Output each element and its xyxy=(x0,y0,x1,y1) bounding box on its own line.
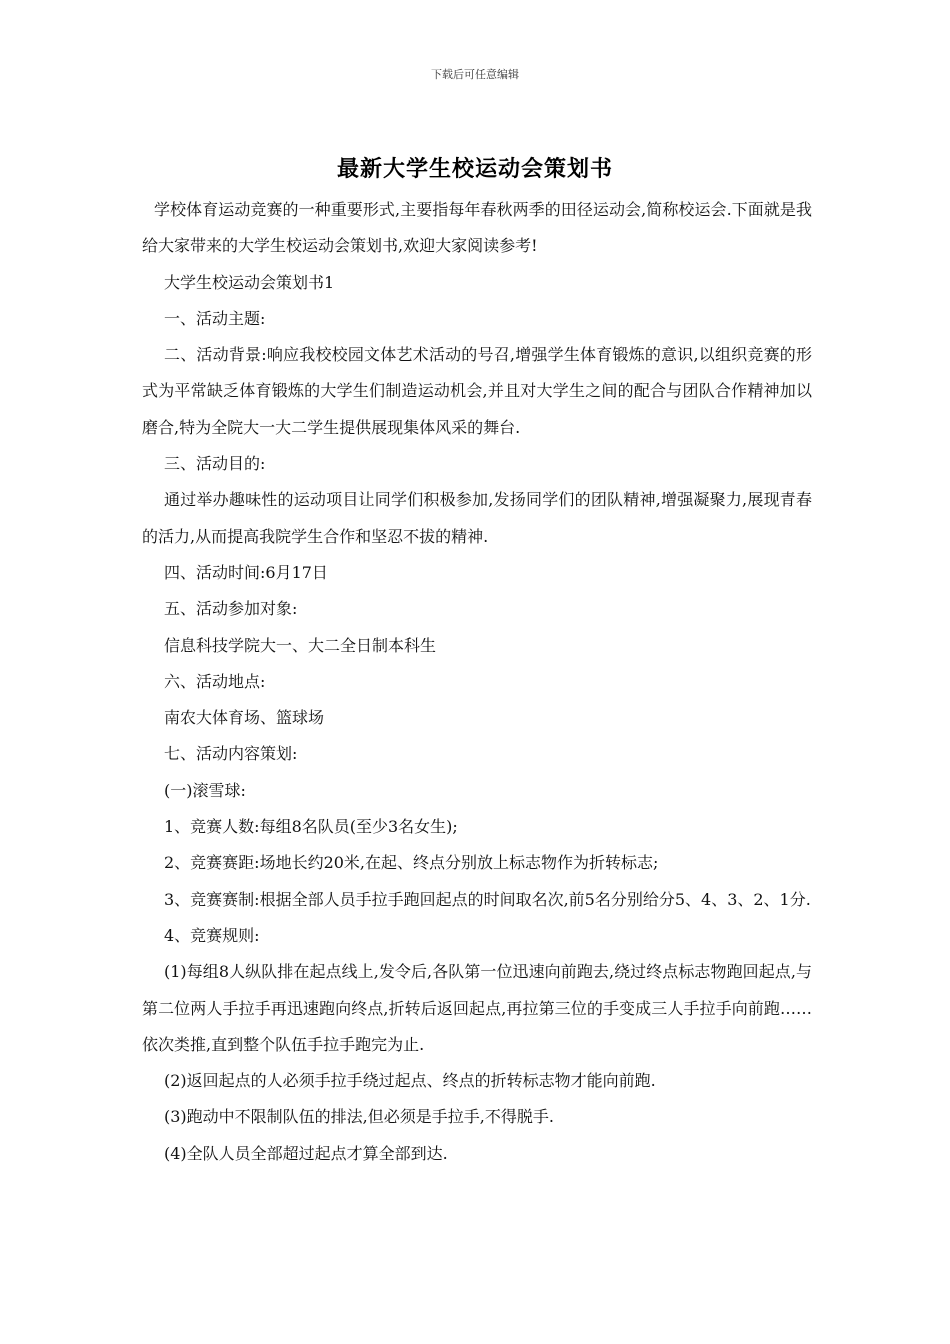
paragraph-rule-3: (3)跑动中不限制队伍的排法,但必须是手拉手,不得脱手. xyxy=(164,1107,554,1127)
paragraph-rule-1: (1)每组8人纵队排在起点线上,发令后,各队第一位迅速向前跑去,绕过终点标志物跑回起点,与第二位两人手拉手再迅速跑向终点,折转后返回起点,再拉第三位的手变成三人手拉手向前跑……依次类推,直到整个队伍手拉手跑完为止. xyxy=(142,962,812,1054)
paragraph-intro: 学校体育运动竞赛的一种重要形式,主要指每年春秋两季的田径运动会,简称校运会.下面就是我给大家带来的大学生校运动会策划书,欢迎大家阅读参考! xyxy=(142,200,812,256)
paragraph-section-purpose: 三、活动目的: xyxy=(164,454,266,474)
paragraph-rule-scoring: 3、竞赛赛制:根据全部人员手拉手跑回起点的时间取名次,前5名分别给分5、4、3、2、1分. xyxy=(164,889,811,909)
document-body xyxy=(142,192,812,1172)
paragraph-participants-text: 信息科技学院大一、大二全日制本科生 xyxy=(164,635,437,655)
paragraph-event-snowball: (一)滚雪球: xyxy=(164,780,246,800)
paragraph-section-background: 二、活动背景:响应我校校园文体艺术活动的号召,增强学生体育锻炼的意识,以组织竞赛的形式为平常缺乏体育锻炼的大学生们制造运动机会,并且对大学生之间的配合与团队合作精神加以磨合,特为全院大一大二学生提供展现集体风采的舞台. xyxy=(142,345,812,437)
paragraph-section-location: 六、活动地点: xyxy=(164,671,266,691)
paragraph-rule-4: (4)全队人员全部超过起点才算全部到达. xyxy=(164,1143,448,1163)
header-note: 下载后可任意编辑 xyxy=(431,68,519,81)
paragraph-section-participants: 五、活动参加对象: xyxy=(164,599,298,619)
paragraph-section-theme: 一、活动主题: xyxy=(164,308,266,328)
document-title: 最新大学生校运动会策划书 xyxy=(336,156,613,182)
paragraph-rules-heading: 4、竞赛规则: xyxy=(164,925,260,945)
paragraph-section-content: 七、活动内容策划: xyxy=(164,744,298,764)
paragraph-rule-2: (2)返回起点的人必须手拉手绕过起点、终点的折转标志物才能向前跑. xyxy=(164,1071,656,1091)
paragraph-rule-count: 1、竞赛人数:每组8名队员(至少3名女生); xyxy=(164,817,458,837)
paragraph-location-text: 南农大体育场、篮球场 xyxy=(164,708,325,728)
paragraph-purpose-text: 通过举办趣味性的运动项目让同学们积极参加,发扬同学们的团队精神,增强凝聚力,展现青春的活力,从而提高我院学生合作和坚忍不拔的精神. xyxy=(142,490,812,546)
paragraph-section-time: 四、活动时间:6月17日 xyxy=(164,562,328,582)
paragraph-subtitle: 大学生校运动会策划书1 xyxy=(164,272,335,292)
paragraph-rule-distance: 2、竞赛赛距:场地长约20米,在起、终点分别放上标志物作为折转标志; xyxy=(164,853,659,873)
